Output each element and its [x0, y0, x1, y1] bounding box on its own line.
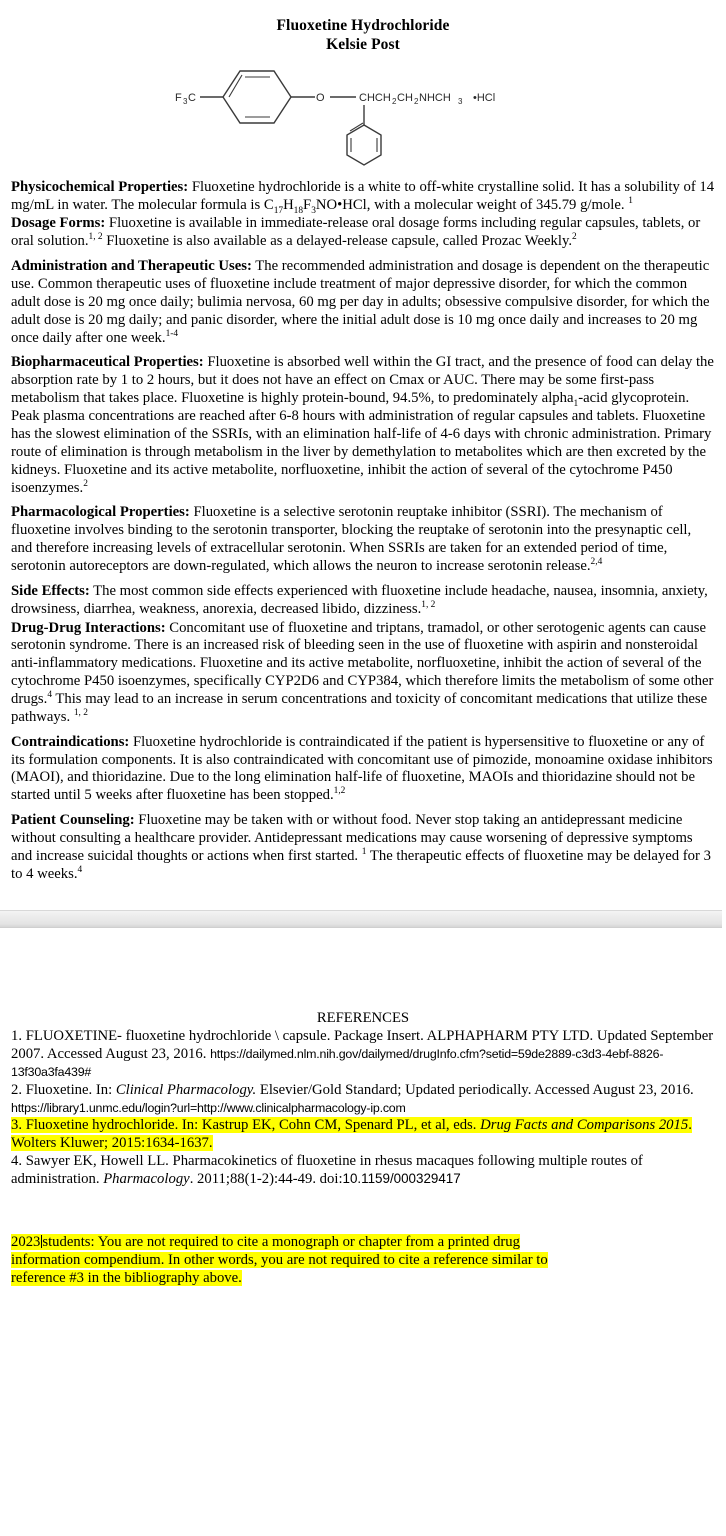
reference-highlight-3	[11, 1117, 692, 1151]
citation-ref-biopharm: 2	[83, 478, 88, 489]
chain-label-a: CHCH	[359, 91, 391, 104]
section-heading-patient-counseling: Patient Counseling:	[11, 812, 135, 829]
reference-text-3a: Fluoxetine hydrochloride. In: Kastrup EK, Cohn CM, Spenard PL, et al, eds.	[22, 1117, 481, 1134]
section-side-effects	[11, 583, 715, 619]
section-body-dosage-2: Fluoxetine is also available as a delayed-release capsule, called Prozac Weekly.	[102, 233, 573, 250]
citation-ref-dosage-1: 1, 2	[88, 232, 103, 243]
note-text-2: information compendium. In other words, you are not required to cite a reference similar to	[11, 1252, 548, 1269]
instructor-note-line-2	[11, 1251, 715, 1269]
section-body-interactions-1: Concomitant use of fluoxetine and triptans, tramadol, or other serotogenic agents can cause serotonin syndrome. There is an increased risk of bleeding seen in the use of fluoxetine with aspirin and nonsteroidal anti-inflammatory medications. Fluoxetine and its active metabolite, norfluoxetine, inhibit the action of several of the cytochrome P450 isoenzymes, specifically CYP2D6 and CYP384, which therefore limits the metabolism of some other drugs.	[11, 619, 714, 707]
chain-label-b: CH	[397, 91, 413, 104]
note-text-3: reference #3 in the bibliography above.	[11, 1270, 242, 1287]
chain-label-a-sub: 2	[392, 96, 397, 106]
section-body-side-effects: The most common side effects experienced with fluoxetine include headache, nausea, insomnia, anxiety, drowsiness, diarrhea, weakness, anorexia, decreased libido, dizziness.	[11, 582, 708, 617]
section-heading-drug-interactions: Drug-Drug Interactions:	[11, 619, 166, 636]
section-body-counseling-2: The therapeutic effects of fluoxetine may be delayed for 3 to 4 weeks.	[11, 847, 711, 882]
benzene-ring-left	[223, 71, 291, 123]
reference-number-4: 4.	[11, 1153, 23, 1170]
instructor-note-line-1	[11, 1233, 715, 1251]
instructor-note-line-3	[11, 1269, 715, 1287]
citation-ref-interactions-2: 1, 2	[73, 707, 88, 718]
note-spacer	[0, 1189, 726, 1233]
section-body-physicochemical-2: H	[283, 196, 294, 213]
hcl-salt-label: •HCl	[473, 91, 496, 104]
reference-item-4	[11, 1153, 715, 1189]
section-dosage-forms	[11, 215, 715, 251]
section-contraindications	[11, 734, 715, 805]
section-body-contraindications: Fluoxetine hydrochloride is contraindicated if the patient is hypersensitive to fluoxetine or any of its formulation components. It is also contraindicated with concomitant use of pimozide, monoamine oxidase inhibitors (MAOI), and thioridazine. Due to the long elimination half-life of fluoxetine, MAOIs and thioridazine should not be started until 5 weeks after fluoxetine has been stopped.	[11, 733, 713, 804]
reference-number-2: 2.	[11, 1081, 23, 1098]
section-body-biopharm-2: -acid glycoprotein. Peak plasma concentrations are reached after 6-8 hours with administration of regular capsules and tablets. Fluoxetine has the slowest elimination of the SSRIs, with an elimination half-life of 4-6 days with chronic administration. Primary route of elimination is through metabolism in the liver by demethylation to metabolites which are then excreted by the kidneys. Fluoxetine and its active metabolite, norfluoxetine, inhibit the action of several of the cytochrome P450 isoenzymes.	[11, 390, 712, 496]
reference-text-4b: . 2011;88(1-2):44-49. doi:	[189, 1171, 343, 1188]
reference-italic-3: Drug Facts and Comparisons 2015	[480, 1117, 689, 1134]
f3c-label-c: C	[188, 91, 196, 104]
section-heading-dosage-forms: Dosage Forms:	[11, 215, 106, 232]
section-heading-administration: Administration and Therapeutic Uses:	[11, 258, 252, 275]
f3c-label-f: F	[175, 91, 182, 104]
section-drug-drug-interactions	[11, 620, 715, 727]
references-heading: REFERENCES	[316, 1009, 410, 1026]
page-title: Fluoxetine Hydrochloride	[276, 17, 450, 34]
page-bottom-margin	[0, 1288, 726, 1318]
citation-ref-counseling-2: 4	[77, 864, 83, 875]
instructor-note-block	[0, 1233, 726, 1288]
section-body-pharmacological: Fluoxetine is a selective serotonin reuptake inhibitor (SSRI). The mechanism of fluoxetine involves binding to the serotonin transporter, blocking the reuptake of serotonin into the presynaptic cell, and therefore increasing levels of extracellular serotonin. When SSRIs are taken for an extended period of time, serotonin autoreceptors are down-regulated, which allows the neuron to increase serotonin release.	[11, 504, 692, 574]
oxygen-label: O	[316, 91, 325, 104]
chain-label-c-sub: 3	[458, 96, 463, 106]
note-highlight-2	[11, 1252, 548, 1268]
section-pharmacological-properties	[11, 504, 715, 575]
section-heading-biopharmaceutical: Biopharmaceutical Properties:	[11, 354, 204, 371]
note-highlight-1	[11, 1234, 520, 1250]
reference-item-3	[11, 1117, 715, 1153]
section-body-physicochemical-1: Fluoxetine hydrochloride is a white to off-white crystalline solid. It has a solubility of 14 mg/mL in water. The molecular formula is C	[11, 178, 715, 213]
reference-number-3: 3.	[11, 1117, 23, 1134]
section-heading-contraindications: Contraindications:	[11, 733, 130, 750]
citation-ref-side-effects: 1, 2	[421, 599, 436, 610]
reference-text-1: FLUOXETINE- fluoxetine hydrochloride \ capsule. Package Insert. ALPHAPHARM PTY LTD. Updated September 2007. Accessed August 23, 2016.	[11, 1028, 714, 1063]
page-top-margin	[0, 928, 726, 1010]
section-body-physicochemical-4: NO•HCl, with a molecular weight of 345.79 g/mole.	[315, 196, 629, 213]
title-block	[0, 0, 726, 55]
reference-italic-4: Pharmacology	[103, 1171, 190, 1188]
note-year: 2023	[11, 1233, 41, 1250]
reference-url-1[interactable]: https://dailymed.nlm.nih.gov/dailymed/drugInfo.cfm?setid=59de2889-c3d3-4ebf-8826-13f30a3fa439#	[11, 1047, 664, 1079]
section-patient-counseling	[11, 812, 715, 883]
reference-italic-2: Clinical Pharmacology.	[115, 1081, 257, 1098]
section-heading-physicochemical: Physicochemical Properties:	[11, 178, 189, 195]
section-heading-side-effects: Side Effects:	[11, 582, 90, 599]
note-text-1: students: You are not required to cite a monograph or chapter from a printed drug	[42, 1233, 520, 1250]
citation-ref-physicochemical: 1	[628, 195, 633, 206]
note-highlight-3	[11, 1270, 242, 1286]
section-administration-therapeutic-uses	[11, 258, 715, 347]
citation-ref-contraindications: 1,2	[333, 786, 346, 797]
reference-text-2a: Fluoxetine. In:	[22, 1081, 116, 1098]
chain-label-b-sub: 2	[414, 96, 419, 106]
citation-ref-interactions-1: 4	[47, 690, 52, 701]
chemical-structure-diagram	[0, 61, 726, 179]
section-body-dosage-1: Fluoxetine is available in immediate-release oral dosage forms including regular capsules, tablets, or oral solution.	[11, 215, 701, 250]
formula-sub-2: 18	[293, 205, 304, 216]
section-body-interactions-2: This may lead to an increase in serum concentrations and toxicity of concomitant medications that utilize these pathways.	[11, 690, 708, 725]
reference-number-1: 1.	[11, 1028, 23, 1045]
fluoxetine-structure-svg	[153, 61, 573, 179]
references-list	[0, 1028, 726, 1189]
reference-url-2[interactable]: https://library1.unmc.edu/login?url=http://www.clinicalpharmacology-ip.com	[11, 1100, 406, 1115]
section-biopharmaceutical-properties	[11, 354, 715, 497]
section-body-counseling-1: Fluoxetine may be taken with or without food. Never stop taking an antidepressant medicine without consulting a healthcare provider. Antidepressant medications may cause worsening of depressive symptoms and increase suicidal thoughts or actions when first started.	[11, 812, 693, 864]
citation-ref-administration: 1-4	[165, 328, 179, 339]
formula-sub-3: 3	[311, 205, 316, 216]
alpha-sub: 1	[573, 399, 579, 410]
reference-item-2	[11, 1082, 715, 1118]
document-author: Kelsie Post	[326, 36, 400, 54]
f3c-label-sub: 3	[183, 96, 188, 106]
chain-label-c: NHCH	[419, 91, 451, 104]
reference-item-1	[11, 1028, 715, 1082]
reference-doi-4[interactable]: 10.1159/000329417	[342, 1171, 461, 1187]
citation-ref-dosage-2: 2	[572, 232, 577, 243]
section-body-physicochemical-3: F	[303, 196, 312, 213]
reference-text-3b: . Wolters Kluwer; 2015:1634-1637.	[11, 1117, 692, 1152]
reference-text-4a: Sawyer EK, Howell LL. Pharmacokinetics of fluoxetine in rhesus macaques following multiple routes of administration.	[11, 1153, 643, 1188]
page-break-separator	[0, 910, 722, 928]
section-body-administration: The recommended administration and dosage is dependent on the therapeutic use. Common therapeutic uses of fluoxetine include treatment of major depressive disorder, for which the common adult dose is 20 mg once daily; bulimia nervosa, 60 mg per day in adults; obsessive compulsive disorder, for which the adult dose is 20 mg daily; and panic disorder, where the initial adult dose is 10 mg once daily and increases to 20 mg once daily after one week.	[11, 258, 710, 346]
section-heading-pharmacological: Pharmacological Properties:	[11, 504, 190, 521]
section-body-biopharm-1: Fluoxetine is absorbed well within the GI tract, and the presence of food can delay the absorption rate by 1 to 2 hours, but it does not have an effect on Cmax or AUC. There may be some first-pass metabolism that takes place. Fluoxetine is highly protein-bound, 94.5%, to predominately alpha	[11, 354, 714, 407]
section-physicochemical-properties	[11, 179, 715, 215]
document-body	[0, 179, 726, 884]
formula-sub-1: 17	[273, 205, 284, 216]
benzene-ring-bottom	[347, 125, 381, 165]
citation-ref-pharmacological: 2,4	[590, 557, 603, 568]
reference-text-2b: Elsevier/Gold Standard; Updated periodically. Accessed August 23, 2016.	[256, 1081, 694, 1098]
citation-ref-counseling-1: 1	[361, 846, 367, 857]
